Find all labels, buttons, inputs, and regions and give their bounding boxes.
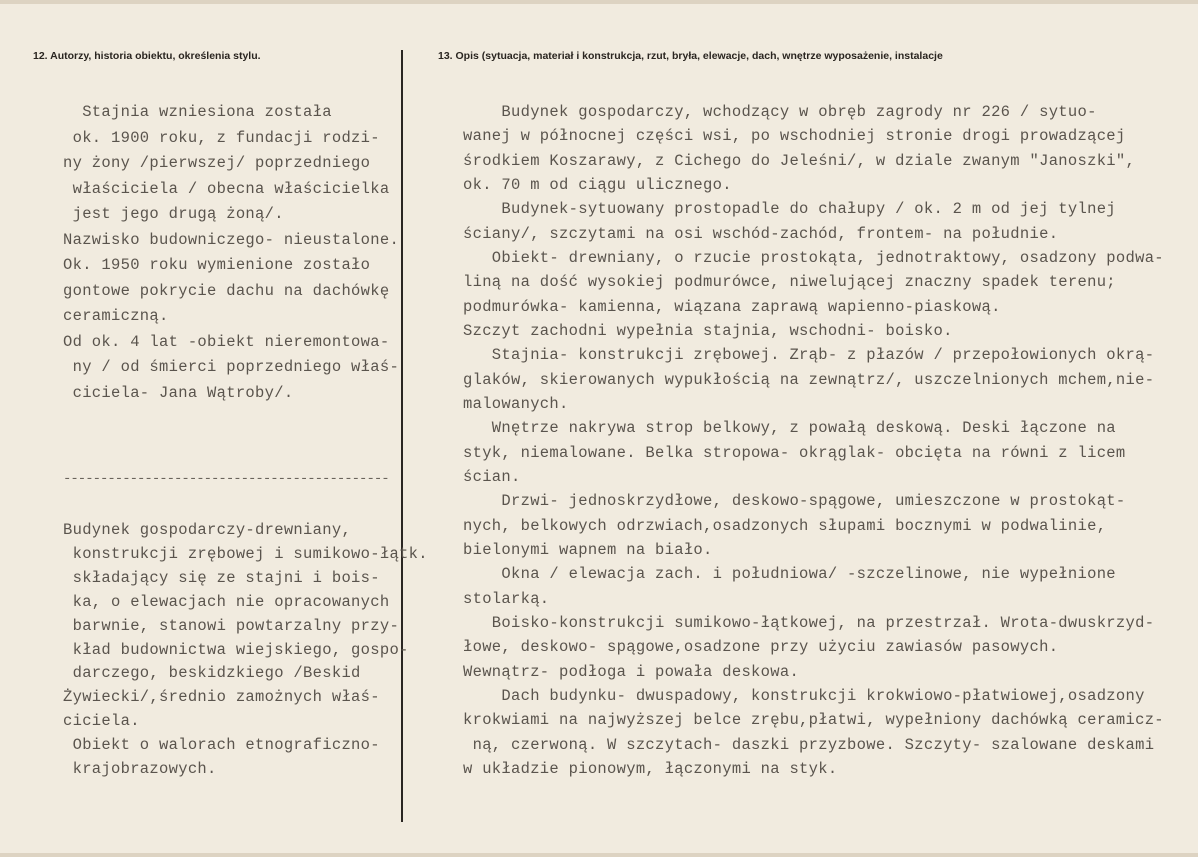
object-description-text: Budynek gospodarczy, wchodzący w obręb zagrody nr 226 / sytuo- wanej w północnej części wsi, po wschodniej stronie drogi prowadzącej środkiem Koszarawy, z Cichego do Jeleśni/, w dziale zwanym "Janoszki", ok. 70 m od ciągu ulicznego. Budynek-sytuowany prostopadle do chałupy / ok. 2 m od jej tylnej ściany/, szczytami na osi wschód-zachód, frontem- na południe. Obiekt- drewniany, o rzucie prostokąta, jednotraktowy, osadzony podwa- liną na dość wysokiej podmurówce, niwelującej znaczny spadek terenu; podmurówka- kamienna, wiązana zaprawą wapienno-piaskową. Szczyt zachodni wypełnia stajnia, wschodni- boisko. Stajnia- konstrukcji zrębowej. Zrąb- z płazów / przepołowionych okrą- glaków, skierowanych wypukłością na zewnątrz/, uszczelnionych mchem,nie- malowanych. Wnętrze nakrywa strop belkowy, z powałą deskową. Deski łączone na styk, niemalowane. Belka stropowa- okrąglak- obcięta na równi z licem ścian. Drzwi- jednoskrzydłowe, deskowo-spągowe, umieszczone w prostokąt- nych, belkowych odrzwiach,osadzonych słupami bocznymi w podwalinie, bielonymi wapnem na biało. Okna / elewacja zach. i południowa/ -szczelinowe, nie wypełnione stolarką. Boisko-konstrukcji sumikowo-łątkowej, na przestrzał. Wrota-dwuskrzyd- łowe, deskowo- spągowe,osadzone przy użyciu zawiasów pasowych. Wewnątrz- podłoga i powała deskowa. Dach budynku- dwuspadowy, konstrukcji krokwiowo-płatwiowej,osadzony krokwiami na najwyższej belce zrębu,płatwi, wypełniony dachówką ceramicz- ną, czerwoną. W szczytach- daszki przyzbowe. Szczyty- szalowane deskami w układzie pionowym, łączonymi na styk. [463, 103, 1164, 778]
style-description-text: Budynek gospodarczy-drewniany, konstrukcji zrębowej i sumikowo-łątk. składający się ze stajni i bois- ka, o elewacjach nie opracowanych barwnie, stanowi powtarzalny przy- kład budownictwa wiejskiego, gospo- darczego, beskidzkiego /Beskid Żywiecki/,średnio zamożnych właś- ciciela. Obiekt o walorach etnograficzno- krajobrazowych. [63, 521, 428, 779]
history-text: Stajnia wzniesiona została ok. 1900 roku, z fundacji rodzi- ny żony /pierwszej/ poprzedniego właściciela / obecna właścicielka jest jego drugą żoną/. Nazwisko budowniczego- nieustalone. Ok. 1950 roku wymienione zostało gontowe pokrycie dachu na dachówkę ceramiczną. Od ok. 4 lat -obiekt nieremontowa- ny / od śmierci poprzedniego właś- ciciela- Jana Wątroby/. [63, 103, 400, 402]
section-13-header: 13. Opis (sytuacja, materiał i konstrukcja, rzut, bryła, elewacje, dach, wnętrze wyposażenie, instalacje [438, 50, 943, 62]
section-12-header: 12. Autorzy, historia obiektu, określenia stylu. [33, 50, 261, 62]
dashed-separator: -------------------------------------------- [63, 471, 389, 487]
